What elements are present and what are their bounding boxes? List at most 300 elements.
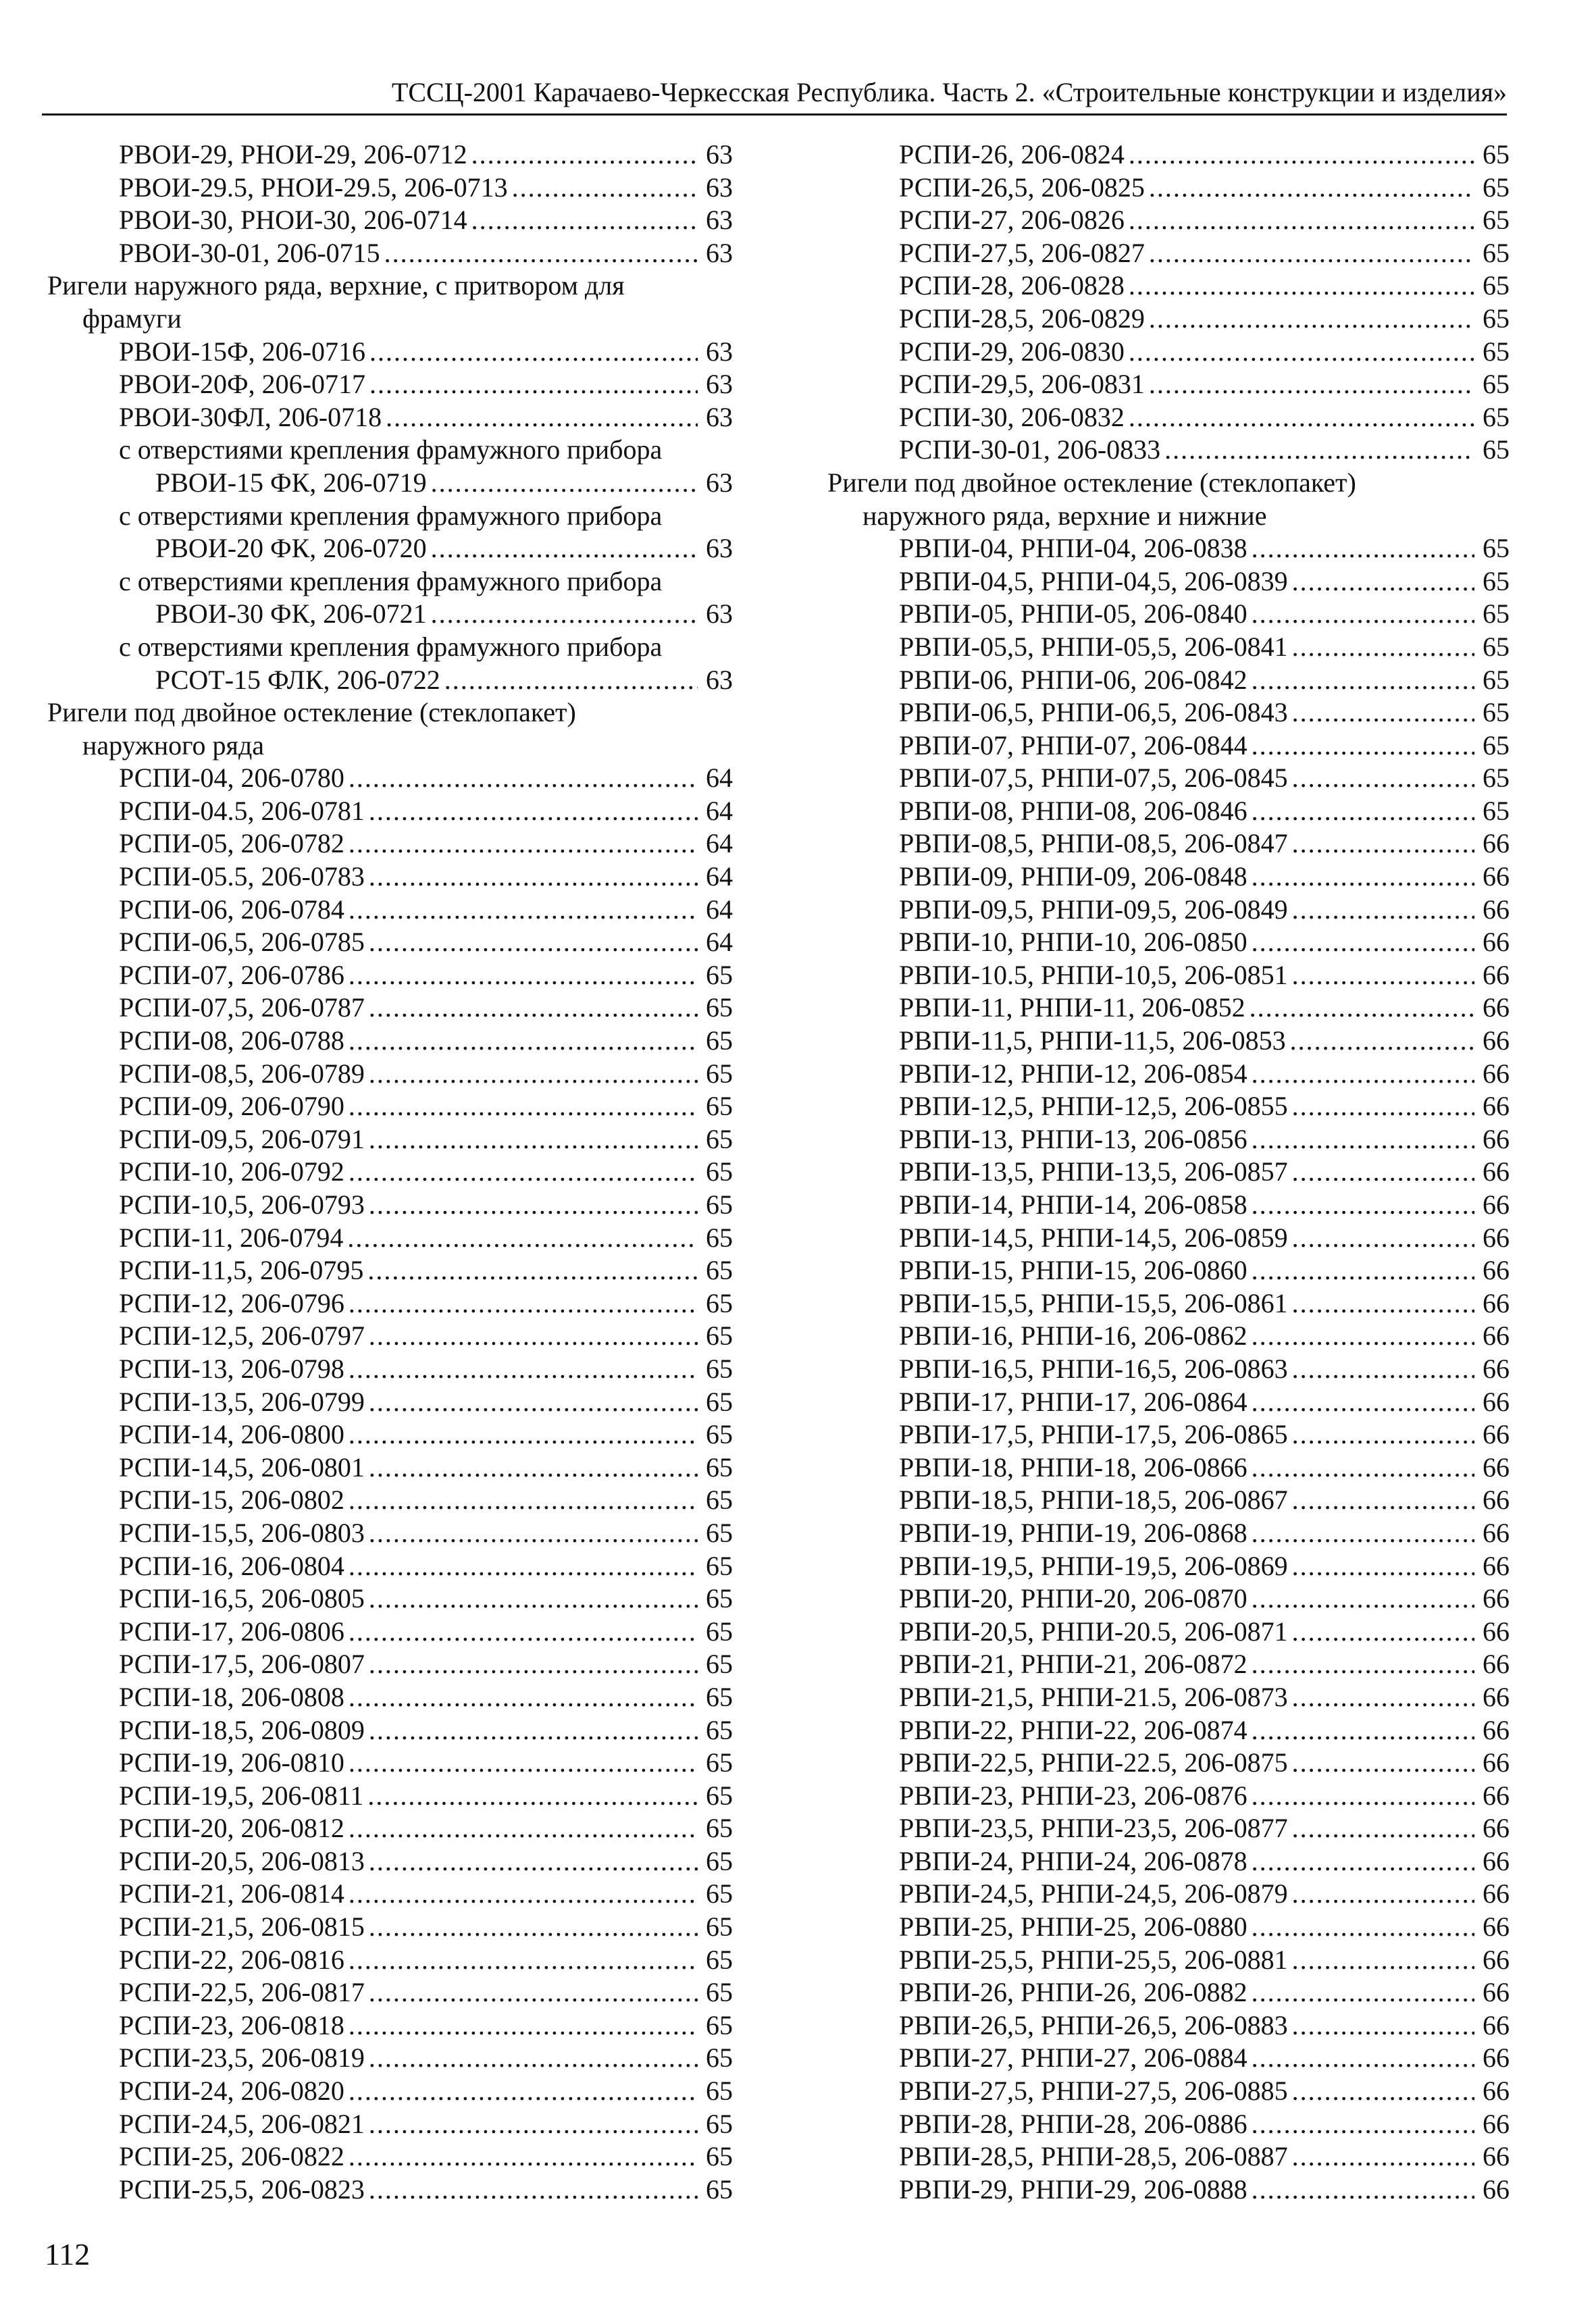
index-entry: [47, 336, 733, 369]
dot-leader: [1164, 434, 1474, 467]
index-entry: [47, 1123, 733, 1156]
entry-page: 65: [1483, 434, 1510, 465]
dot-leader: [369, 926, 698, 959]
entry-page: 65: [706, 2042, 733, 2074]
entry-text: РВПИ-14, РНПИ-14, 206-0858: [899, 1189, 1247, 1220]
entry-page: 65: [706, 1451, 733, 1483]
entry-text: РВПИ-06,5, РНПИ-06,5, 206-0843: [899, 697, 1288, 728]
entry-text: РВПИ-12,5, РНПИ-12,5, 206-0855: [899, 1091, 1288, 1122]
index-entry: [827, 1911, 1510, 1944]
index-entry: [827, 631, 1510, 664]
entry-page: 63: [706, 139, 733, 170]
index-entry: [47, 860, 733, 894]
dot-leader: [1129, 138, 1474, 172]
entry-page: 65: [706, 2076, 733, 2107]
dot-leader: [369, 1648, 698, 1681]
dot-leader: [1149, 368, 1474, 401]
entry-text: РСПИ-13, 206-0798: [119, 1353, 344, 1384]
entry-text: РВПИ-08,5, РНПИ-08,5, 206-0847: [899, 828, 1288, 859]
entry-text: РВПИ-05,5, РНПИ-05,5, 206-0841: [899, 631, 1288, 662]
dot-leader: [369, 1714, 698, 1747]
entry-page: 66: [1483, 1485, 1510, 1516]
index-entry: [827, 138, 1510, 172]
index-heading: [47, 565, 733, 598]
dot-leader: [369, 1845, 698, 1878]
dot-leader: [369, 860, 698, 894]
entry-page: 65: [706, 1386, 733, 1417]
index-entry: [47, 1418, 733, 1451]
entry-text: РВОИ-30ФЛ, 206-0718: [119, 401, 382, 432]
entry-page: 64: [706, 894, 733, 925]
entry-page: 66: [1483, 1091, 1510, 1122]
entry-page: 65: [706, 1025, 733, 1056]
entry-text: РВПИ-10, РНПИ-10, 206-0850: [899, 927, 1247, 958]
entry-text: РСПИ-21,5, 206-0815: [119, 1911, 365, 1943]
entry-text: РСПИ-09, 206-0790: [119, 1091, 344, 1122]
index-entry: [47, 2009, 733, 2042]
entry-text: РСПИ-27,5, 206-0827: [899, 237, 1145, 268]
entry-text: РВПИ-21, РНПИ-21, 206-0872: [899, 1649, 1247, 1680]
index-entry: [47, 1254, 733, 1287]
entry-text: РСПИ-19,5, 206-0811: [119, 1780, 364, 1811]
entry-text: РВПИ-09, РНПИ-09, 206-0848: [899, 861, 1247, 892]
dot-leader: [1252, 2108, 1474, 2141]
entry-text: РВПИ-18,5, РНПИ-18,5, 206-0867: [899, 1485, 1288, 1516]
index-entry: [47, 1025, 733, 1058]
entry-page: 64: [706, 927, 733, 958]
index-heading: [47, 303, 733, 336]
index-entry: [827, 401, 1510, 434]
dot-leader: [349, 1944, 698, 1977]
entry-text: РВОИ-20Ф, 206-0717: [119, 369, 365, 400]
entry-page: 66: [1483, 2042, 1510, 2074]
index-entry: [47, 1517, 733, 1550]
dot-leader: [349, 827, 698, 860]
entry-page: 66: [1483, 1878, 1510, 1909]
entry-page: 66: [1483, 1353, 1510, 1384]
entry-text: РСПИ-19, 206-0810: [119, 1747, 344, 1778]
dot-leader: [369, 1189, 698, 1222]
entry-text: РВПИ-12, РНПИ-12, 206-0854: [899, 1058, 1247, 1089]
entry-page: 66: [1483, 959, 1510, 990]
entry-page: 63: [706, 237, 733, 268]
entry-page: 65: [706, 1681, 733, 1712]
index-entry: [827, 1845, 1510, 1878]
page-number: 112: [45, 2237, 91, 2271]
index-entry: [47, 1812, 733, 1845]
entry-page: 65: [1483, 795, 1510, 826]
index-entry: [47, 172, 733, 205]
index-entry: [47, 1353, 733, 1386]
entry-page: 65: [1483, 598, 1510, 629]
index-entry: [47, 1550, 733, 1583]
index-entry: [827, 926, 1510, 959]
index-entry: [827, 1451, 1510, 1485]
entry-text: РСПИ-17,5, 206-0807: [119, 1649, 365, 1680]
dot-leader: [349, 1812, 698, 1845]
entry-text: РВПИ-16, РНПИ-16, 206-0862: [899, 1320, 1247, 1352]
index-entry: [47, 2075, 733, 2108]
index-entry: [827, 1747, 1510, 1780]
index-entry: [827, 2140, 1510, 2174]
entry-text: РВПИ-22,5, РНПИ-22.5, 206-0875: [899, 1747, 1288, 1778]
index-entry: [47, 1484, 733, 1517]
entry-page: 65: [706, 1320, 733, 1352]
index-heading: [47, 434, 733, 467]
index-entry: [47, 1911, 733, 1944]
entry-page: 65: [706, 1977, 733, 2008]
dot-leader: [367, 1780, 698, 1813]
dot-leader: [349, 2075, 698, 2108]
index-entry: [827, 1517, 1510, 1550]
index-entry: [827, 532, 1510, 565]
entry-page: 66: [1483, 1320, 1510, 1352]
entry-text: РСПИ-10, 206-0792: [119, 1156, 344, 1187]
entry-text: РСПИ-06,5, 206-0785: [119, 927, 365, 958]
entry-page: 66: [1483, 992, 1510, 1023]
entry-page: 66: [1483, 894, 1510, 925]
dot-leader: [349, 1616, 698, 1649]
index-entry: [47, 1616, 733, 1649]
entry-text: Ригели наружного ряда, верхние, с притвором для: [47, 270, 625, 301]
entry-page: 66: [1483, 1550, 1510, 1581]
dot-leader: [431, 467, 698, 500]
entry-page: 63: [706, 205, 733, 236]
entry-page: 64: [706, 861, 733, 892]
entry-page: 65: [706, 1156, 733, 1187]
dot-leader: [471, 138, 698, 172]
entry-page: 66: [1483, 1189, 1510, 1220]
entry-page: 66: [1483, 1747, 1510, 1778]
entry-text: РСПИ-18, 206-0808: [119, 1681, 344, 1712]
entry-text: РВОИ-20 ФК, 206-0720: [155, 533, 427, 564]
dot-leader: [1129, 336, 1474, 369]
entry-page: 66: [1483, 2108, 1510, 2139]
dot-leader: [349, 2140, 698, 2174]
index-entry: [827, 762, 1510, 795]
dot-leader: [1252, 1058, 1474, 1091]
index-entry: [47, 1386, 733, 1419]
entry-page: 65: [706, 2174, 733, 2205]
index-entry: [827, 894, 1510, 927]
entry-text: РСПИ-22,5, 206-0817: [119, 1977, 365, 2008]
dot-leader: [349, 1681, 698, 1714]
dot-leader: [349, 959, 698, 992]
index-entry: [47, 1944, 733, 1977]
entry-page: 66: [1483, 1123, 1510, 1154]
entry-text: фрамуги: [82, 303, 182, 334]
index-entry: [827, 269, 1510, 303]
dot-leader: [1292, 1878, 1474, 1911]
entry-page: 66: [1483, 828, 1510, 859]
entry-page: 65: [706, 2108, 733, 2139]
dot-leader: [1252, 664, 1474, 697]
index-entry: [47, 926, 733, 959]
entry-text: РВПИ-21,5, РНПИ-21.5, 206-0873: [899, 1681, 1288, 1712]
entry-text: РСОТ-15 ФЛК, 206-0722: [155, 664, 440, 695]
entry-page: 66: [1483, 1714, 1510, 1745]
dot-leader: [369, 992, 698, 1025]
index-entry: [827, 2009, 1510, 2042]
entry-page: 66: [1483, 1517, 1510, 1548]
entry-text: наружного ряда, верхние и нижние: [863, 500, 1267, 531]
dot-leader: [1292, 2140, 1474, 2174]
index-entry: [827, 1025, 1510, 1058]
entry-page: 63: [706, 467, 733, 498]
index-entry: [47, 138, 733, 172]
entry-page: 65: [1483, 139, 1510, 170]
index-entry: [827, 1156, 1510, 1189]
index-entry: [47, 1320, 733, 1353]
entry-text: РВПИ-28, РНПИ-28, 206-0886: [899, 2108, 1247, 2139]
dot-leader: [349, 1418, 698, 1451]
dot-leader: [369, 1451, 698, 1485]
index-entry: [827, 1484, 1510, 1517]
dot-leader: [1252, 1451, 1474, 1485]
entry-text: РВПИ-25, РНПИ-25, 206-0880: [899, 1911, 1247, 1943]
dot-leader: [349, 894, 698, 927]
entry-text: РСПИ-21, 206-0814: [119, 1878, 344, 1909]
index-entry: [47, 237, 733, 270]
entry-text: РВПИ-17,5, РНПИ-17,5, 206-0865: [899, 1419, 1288, 1450]
dot-leader: [1252, 926, 1474, 959]
entry-text: РВПИ-20, РНПИ-20, 206-0870: [899, 1583, 1247, 1614]
index-entry: [47, 1780, 733, 1813]
entry-page: 65: [1483, 205, 1510, 236]
index-entry: [827, 2108, 1510, 2141]
dot-leader: [512, 172, 698, 205]
entry-text: РСПИ-15, 206-0802: [119, 1485, 344, 1516]
index-entry: [827, 598, 1510, 631]
dot-leader: [1252, 2042, 1474, 2075]
entry-page: 66: [1483, 1813, 1510, 1844]
entry-page: 66: [1483, 1222, 1510, 1253]
entry-text: РВПИ-08, РНПИ-08, 206-0846: [899, 795, 1247, 826]
entry-page: 65: [1483, 565, 1510, 596]
dot-leader: [349, 1025, 698, 1058]
dot-leader: [1292, 631, 1474, 664]
entry-text: РВОИ-30 ФК, 206-0721: [155, 598, 427, 629]
dot-leader: [1252, 1517, 1474, 1550]
dot-leader: [1292, 1156, 1474, 1189]
entry-page: 65: [1483, 631, 1510, 662]
entry-text: РСПИ-27, 206-0826: [899, 205, 1125, 236]
index-entry: [827, 664, 1510, 697]
entry-page: 66: [1483, 861, 1510, 892]
entry-page: 66: [1483, 1058, 1510, 1089]
dot-leader: [369, 1320, 698, 1353]
index-entry: [827, 1681, 1510, 1714]
dot-leader: [1292, 1353, 1474, 1386]
entry-text: РВПИ-20,5, РНПИ-20.5, 206-0871: [899, 1616, 1288, 1647]
entry-text: РСПИ-29,5, 206-0831: [899, 369, 1145, 400]
entry-page: 65: [706, 1517, 733, 1548]
entry-text: РСПИ-11, 206-0794: [119, 1222, 344, 1253]
entry-text: РСПИ-28, 206-0828: [899, 270, 1125, 301]
entry-text: Ригели под двойное остекление (стеклопакет): [827, 467, 1356, 498]
dot-leader: [1252, 1976, 1474, 2009]
entry-text: РСПИ-20,5, 206-0813: [119, 1845, 365, 1876]
entry-page: 65: [1483, 664, 1510, 695]
running-header: ТССЦ-2001 Карачаево-Черкесская Республика. Часть 2. «Строительные конструкции и изделия»: [391, 77, 1507, 107]
entry-text: РСПИ-08, 206-0788: [119, 1025, 344, 1056]
dot-leader: [369, 795, 698, 828]
index-entry: [47, 532, 733, 565]
entry-page: 65: [706, 959, 733, 990]
dot-leader: [1292, 1484, 1474, 1517]
index-entry: [827, 368, 1510, 401]
entry-page: 63: [706, 664, 733, 695]
index-entry: [47, 467, 733, 500]
index-entry: [47, 992, 733, 1025]
dot-leader: [1252, 1320, 1474, 1353]
entry-text: РСПИ-25,5, 206-0823: [119, 2174, 365, 2205]
dot-leader: [1292, 959, 1474, 992]
entry-text: РСПИ-26,5, 206-0825: [899, 172, 1145, 203]
index-entry: [47, 1845, 733, 1878]
entry-text: РВОИ-15Ф, 206-0716: [119, 336, 365, 367]
index-entry: [827, 565, 1510, 598]
entry-page: 66: [1483, 927, 1510, 958]
index-heading: [827, 500, 1510, 533]
entry-page: 65: [706, 1419, 733, 1450]
index-entry: [827, 992, 1510, 1025]
entry-text: РВПИ-26, РНПИ-26, 206-0882: [899, 1977, 1247, 2008]
dot-leader: [1292, 696, 1474, 729]
dot-leader: [1129, 269, 1474, 303]
entry-page: 65: [1483, 237, 1510, 268]
entry-text: РВОИ-29, РНОИ-29, 206-0712: [119, 139, 467, 170]
dot-leader: [1149, 237, 1474, 270]
dot-leader: [431, 598, 698, 631]
entry-page: 66: [1483, 1419, 1510, 1450]
entry-page: 65: [1483, 369, 1510, 400]
entry-text: с отверстиями крепления фрамужного прибора: [119, 500, 663, 531]
index-entry: [827, 1222, 1510, 1255]
entry-text: РВПИ-18, РНПИ-18, 206-0866: [899, 1451, 1247, 1483]
index-entry: [47, 1681, 733, 1714]
entry-page: 65: [706, 1714, 733, 1745]
dot-leader: [369, 2108, 698, 2141]
index-entry: [47, 204, 733, 237]
entry-page: 65: [1483, 270, 1510, 301]
index-entry: [47, 1583, 733, 1616]
index-entry: [827, 1353, 1510, 1386]
entry-page: 65: [706, 992, 733, 1023]
index-heading: [47, 729, 733, 763]
entry-page: 65: [706, 2009, 733, 2040]
index-entry: [827, 827, 1510, 860]
dot-leader: [1252, 1845, 1474, 1878]
index-entry: [47, 1878, 733, 1911]
entry-page: 65: [706, 1911, 733, 1943]
dot-leader: [1252, 860, 1474, 894]
entry-text: РВПИ-22, РНПИ-22, 206-0874: [899, 1714, 1247, 1745]
dot-leader: [1292, 1681, 1474, 1714]
entry-page: 64: [706, 795, 733, 826]
index-entry: [47, 1747, 733, 1780]
entry-page: 66: [1483, 1845, 1510, 1876]
entry-text: РВОИ-29.5, РНОИ-29.5, 206-0713: [119, 172, 508, 203]
entry-page: 65: [706, 1485, 733, 1516]
index-heading: [47, 500, 733, 533]
entry-page: 65: [1483, 697, 1510, 728]
dot-leader: [1290, 1025, 1474, 1058]
index-entry: [47, 1648, 733, 1681]
entry-text: РСПИ-12,5, 206-0797: [119, 1320, 365, 1352]
dot-leader: [1252, 1123, 1474, 1156]
entry-text: Ригели под двойное остекление (стеклопакет): [47, 697, 576, 728]
dot-leader: [1149, 172, 1474, 205]
index-entry: [827, 1976, 1510, 2009]
index-entry: [827, 1123, 1510, 1156]
index-entry: [827, 795, 1510, 828]
index-entry: [827, 336, 1510, 369]
index-entry: [827, 1648, 1510, 1681]
entry-page: 65: [706, 1649, 733, 1680]
header-rule: [42, 113, 1507, 115]
entry-page: 63: [706, 369, 733, 400]
dot-leader: [349, 1550, 698, 1583]
entry-text: РВПИ-24,5, РНПИ-24,5, 206-0879: [899, 1878, 1288, 1909]
entry-page: 65: [1483, 336, 1510, 367]
dot-leader: [349, 1156, 698, 1189]
dot-leader: [1292, 894, 1474, 927]
dot-leader: [349, 1484, 698, 1517]
entry-text: РСПИ-12, 206-0796: [119, 1287, 344, 1318]
entry-text: РВПИ-15, РНПИ-15, 206-0860: [899, 1255, 1247, 1286]
entry-page: 63: [706, 533, 733, 564]
dot-leader: [1292, 1222, 1474, 1255]
entry-text: РВПИ-04,5, РНПИ-04,5, 206-0839: [899, 565, 1288, 596]
dot-leader: [1252, 795, 1474, 828]
entry-page: 64: [706, 763, 733, 794]
entry-page: 66: [1483, 2076, 1510, 2107]
index-heading: [827, 467, 1510, 500]
entry-text: РВПИ-09,5, РНПИ-09,5, 206-0849: [899, 894, 1288, 925]
index-column-left: [47, 138, 733, 2206]
entry-text: РСПИ-11,5, 206-0795: [119, 1255, 364, 1286]
entry-text: РВПИ-19, РНПИ-19, 206-0868: [899, 1517, 1247, 1548]
dot-leader: [349, 1090, 698, 1123]
entry-text: РВПИ-26,5, РНПИ-26,5, 206-0883: [899, 2009, 1288, 2040]
entry-text: РСПИ-29, 206-0830: [899, 336, 1125, 367]
index-entry: [827, 237, 1510, 270]
dot-leader: [1252, 1648, 1474, 1681]
index-entry: [827, 1058, 1510, 1091]
dot-leader: [369, 1386, 698, 1419]
entry-text: РСПИ-14, 206-0800: [119, 1419, 344, 1450]
entry-text: РСПИ-05.5, 206-0783: [119, 861, 365, 892]
index-entry: [827, 2075, 1510, 2108]
index-entry: [827, 1878, 1510, 1911]
index-heading: [47, 631, 733, 664]
entry-text: РСПИ-13,5, 206-0799: [119, 1386, 365, 1417]
entry-text: с отверстиями крепления фрамужного прибора: [119, 565, 663, 596]
dot-leader: [386, 401, 698, 434]
entry-page: 65: [706, 1616, 733, 1647]
entry-page: 66: [1483, 1780, 1510, 1811]
index-entry: [47, 1287, 733, 1320]
entry-page: 65: [1483, 729, 1510, 761]
index-entry: [827, 1320, 1510, 1353]
index-entry: [47, 827, 733, 860]
entry-page: 66: [1483, 1649, 1510, 1680]
index-entry: [827, 729, 1510, 763]
entry-text: РСПИ-07, 206-0786: [119, 959, 344, 990]
dot-leader: [349, 1353, 698, 1386]
entry-text: с отверстиями крепления фрамужного прибора: [119, 631, 663, 662]
